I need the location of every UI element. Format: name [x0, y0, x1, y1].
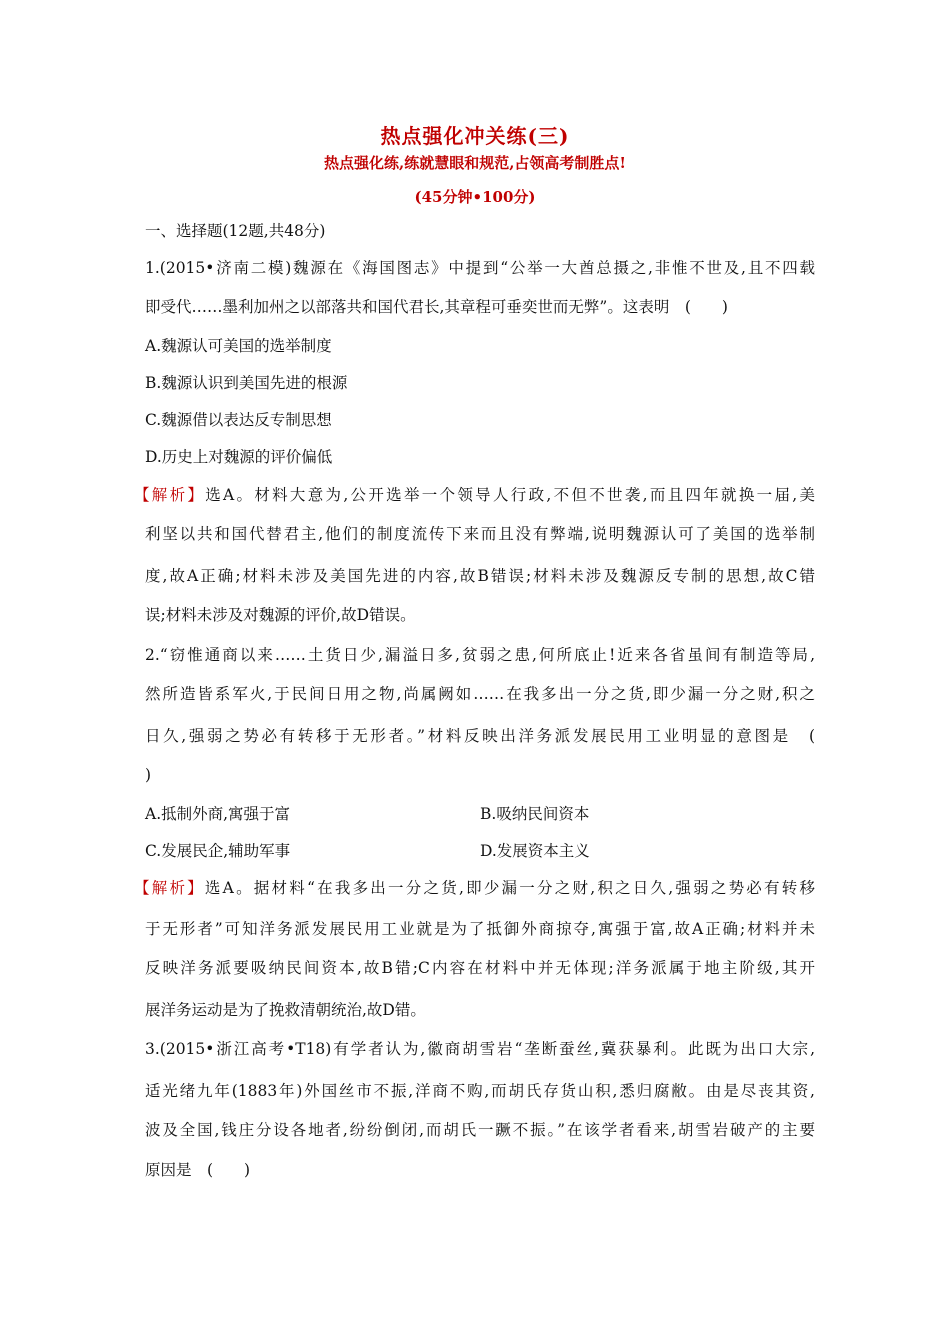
q3-stem-line: 3.(2015•浙江高考•T18)有学者认为,徽商胡雪岩“垄断蚕丝,冀获暴利。此既为出口大宗,	[145, 1040, 815, 1058]
q2-option-a: A.抵制外商,寓强于富	[145, 805, 291, 823]
page-title: 热点强化冲关练(三)	[380, 124, 570, 148]
section-heading: 一、选择题(12题,共48分)	[145, 222, 326, 240]
q2-stem-line: 2.“窃惟通商以来……土货日少,漏溢日多,贫弱之患,何所底止!近来各省虽间有制造等局,	[145, 646, 815, 664]
q3-stem-line: 原因是 ( )	[145, 1161, 251, 1179]
q1-option-c: C.魏源借以表达反专制思想	[145, 411, 332, 429]
q2-option-c: C.发展民企,辅助军事	[145, 842, 291, 860]
q1-option-d: D.历史上对魏源的评价偏低	[145, 448, 333, 466]
q2-option-d: D.发展资本主义	[480, 842, 590, 860]
q3-stem-line: 适光绪九年(1883年)外国丝市不振,洋商不购,而胡氏存货山积,悉归腐敝。由是尽丧其资,	[145, 1082, 815, 1100]
q2-analysis-line: 反映洋务派要吸纳民间资本,故B错;C内容在材料中并无体现;洋务派属于地主阶级,其开	[145, 959, 815, 977]
q1-analysis-line: 度,故A正确;材料未涉及美国先进的内容,故B错误;材料未涉及魏源反专制的思想,故C错	[145, 567, 815, 585]
analysis-tag: 【解析】	[134, 486, 206, 504]
q2-option-b: B.吸纳民间资本	[480, 805, 590, 823]
q1-analysis-line: 【解析】选A。材料大意为,公开选举一个领导人行政,不但不世袭,而且四年就换一届,美	[134, 486, 815, 504]
analysis-tag: 【解析】	[134, 879, 205, 897]
q1-option-a: A.魏源认可美国的选举制度	[145, 337, 332, 355]
q1-option-b: B.魏源认识到美国先进的根源	[145, 374, 348, 392]
q2-stem-line: 日久,强弱之势必有转移于无形者。”材料反映出洋务派发展民用工业明显的意图是 (	[145, 727, 815, 745]
q2-stem-line: )	[145, 766, 152, 784]
q2-analysis-line: 【解析】选A。据材料“在我多出一分之货,即少漏一分之财,积之日久,强弱之势必有转移	[134, 879, 815, 897]
q1-analysis-line: 误;材料未涉及对魏源的评价,故D错误。	[145, 606, 416, 624]
q3-stem-line: 波及全国,钱庄分设各地者,纷纷倒闭,而胡氏一蹶不振。”在该学者看来,胡雪岩破产的主要	[145, 1121, 815, 1139]
time-score: (45分钟•100分)	[414, 188, 536, 206]
q1-stem-line: 1.(2015•济南二模)魏源在《海国图志》中提到“公举一大酋总摄之,非惟不世及,且不四载	[145, 259, 815, 277]
page-subtitle: 热点强化练,练就慧眼和规范,占领高考制胜点!	[323, 154, 627, 172]
q1-stem-line: 即受代……墨利加州之以部落共和国代君长,其章程可垂奕世而无弊”。这表明 ( )	[145, 298, 728, 316]
q2-analysis-line: 展洋务运动是为了挽救清朝统治,故D错。	[145, 1001, 426, 1019]
q2-analysis-line: 于无形者”可知洋务派发展民用工业就是为了抵御外商掠夺,寓强于富,故A正确;材料并未	[145, 920, 815, 938]
q1-analysis-line: 利坚以共和国代替君主,他们的制度流传下来而且没有弊端,说明魏源认可了美国的选举制	[145, 525, 815, 543]
q2-stem-line: 然所造皆系军火,于民间日用之物,尚属阙如……在我多出一分之货,即少漏一分之财,积之	[145, 685, 815, 703]
